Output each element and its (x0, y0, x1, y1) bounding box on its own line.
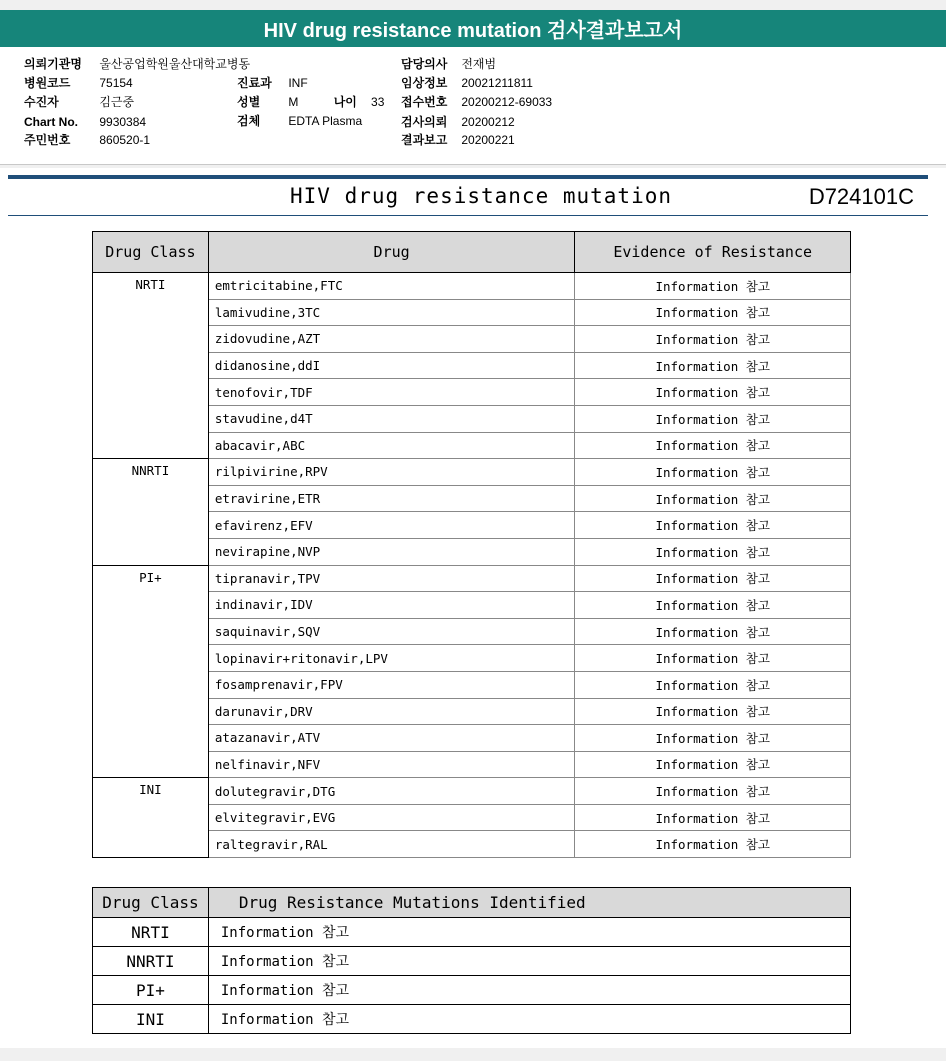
header-evidence: Evidence of Resistance (575, 232, 851, 273)
report-header-bar (0, 10, 946, 47)
table-row (93, 918, 851, 947)
drug-name-cell: indinavir,IDV (208, 592, 575, 619)
mutation-class-cell: NRTI (93, 918, 209, 947)
drug-name-cell: lopinavir+ritonavir,LPV (208, 645, 575, 672)
report-code: D724101C (808, 184, 914, 209)
table-row (93, 1005, 851, 1034)
mutation-class-cell: PI+ (93, 976, 209, 1005)
info-institution: 의뢰기관명 울산공업학원울산대학교병동 (24, 57, 251, 71)
info-sex: 성별 M 나이 33 (237, 95, 385, 109)
report-body (0, 168, 946, 1048)
drug-name-cell: efavirenz,EFV (208, 512, 575, 539)
evidence-cell: Information 참고 (575, 538, 851, 565)
drug-name-cell: emtricitabine,FTC (208, 273, 575, 300)
evidence-cell: Information 참고 (575, 379, 851, 406)
evidence-cell: Information 참고 (575, 299, 851, 326)
report-title: HIV drug resistance mutation (290, 184, 673, 208)
info-specimen: 검체 EDTA Plasma (237, 114, 363, 128)
drug-name-cell: lamivudine,3TC (208, 299, 575, 326)
header-drug: Drug (208, 232, 575, 273)
drug-name-cell: darunavir,DRV (208, 698, 575, 725)
drug-class-cell: PI+ (93, 565, 209, 778)
drug-class-cell: NRTI (93, 273, 209, 459)
table-row (93, 976, 851, 1005)
info-chart-no: Chart No. 9930384 (24, 115, 147, 129)
evidence-cell: Information 참고 (575, 698, 851, 725)
evidence-cell: Information 참고 (575, 831, 851, 858)
drug-name-cell: raltegravir,RAL (208, 831, 575, 858)
evidence-cell: Information 참고 (575, 326, 851, 353)
drug-class-cell: INI (93, 778, 209, 858)
evidence-cell: Information 참고 (575, 804, 851, 831)
drug-name-cell: dolutegravir,DTG (208, 778, 575, 805)
drug-name-cell: tenofovir,TDF (208, 379, 575, 406)
info-recipient: 수진자 김근중 (24, 95, 135, 109)
table-row (93, 778, 851, 805)
info-result-report: 결과보고 20200221 (401, 133, 515, 147)
drug-name-cell: nelfinavir,NFV (208, 751, 575, 778)
top-strip (0, 0, 946, 10)
drug-name-cell: nevirapine,NVP (208, 538, 575, 565)
drug-name-cell: rilpivirine,RPV (208, 459, 575, 486)
drug-name-cell: fosamprenavir,FPV (208, 671, 575, 698)
info-resident-no: 주민번호 860520-1 (24, 133, 151, 147)
drug-name-cell: elvitegravir,EVG (208, 804, 575, 831)
info-department: 진료과 INF (237, 76, 308, 90)
header-mutation-class: Drug Class (93, 888, 209, 918)
evidence-cell: Information 참고 (575, 352, 851, 379)
evidence-cell: Information 참고 (575, 671, 851, 698)
drug-name-cell: atazanavir,ATV (208, 725, 575, 752)
evidence-cell: Information 참고 (575, 751, 851, 778)
patient-info-panel (0, 47, 946, 165)
report-header-title: HIV drug resistance mutation 검사결과보고서 (263, 20, 683, 42)
drug-name-cell: didanosine,ddI (208, 352, 575, 379)
drug-class-cell: NNRTI (93, 459, 209, 565)
header-mutations: Drug Resistance Mutations Identified (208, 888, 850, 918)
drug-name-cell: etravirine,ETR (208, 485, 575, 512)
mutation-value-cell: Information 참고 (208, 918, 850, 947)
info-test-request: 검사의뢰 20200212 (401, 115, 515, 129)
mutation-header-row (93, 888, 851, 918)
drug-name-cell: stavudine,d4T (208, 405, 575, 432)
mutation-class-cell: NNRTI (93, 947, 209, 976)
evidence-cell: Information 참고 (575, 565, 851, 592)
evidence-cell: Information 참고 (575, 405, 851, 432)
mutation-value-cell: Information 참고 (208, 947, 850, 976)
drug-name-cell: zidovudine,AZT (208, 326, 575, 353)
report-bottom-rule (8, 215, 928, 216)
table-row (93, 459, 851, 486)
mutation-value-cell: Information 참고 (208, 976, 850, 1005)
mutation-table (92, 887, 851, 1034)
table-row (93, 273, 851, 300)
evidence-cell: Information 참고 (575, 592, 851, 619)
table-row (93, 947, 851, 976)
info-hospital-code: 병원코드 75154 (24, 76, 133, 90)
evidence-cell: Information 참고 (575, 618, 851, 645)
evidence-cell: Information 참고 (575, 459, 851, 486)
drug-name-cell: abacavir,ABC (208, 432, 575, 459)
evidence-cell: Information 참고 (575, 485, 851, 512)
drug-name-cell: tipranavir,TPV (208, 565, 575, 592)
drug-name-cell: saquinavir,SQV (208, 618, 575, 645)
evidence-cell: Information 참고 (575, 645, 851, 672)
table-row (93, 565, 851, 592)
resistance-table (92, 231, 851, 858)
resistance-header-row (93, 232, 851, 273)
mutation-class-cell: INI (93, 1005, 209, 1034)
info-doctor: 담당의사 전재범 (401, 57, 497, 71)
info-clinical: 임상정보 20021211811 (401, 76, 533, 90)
evidence-cell: Information 참고 (575, 273, 851, 300)
report-top-rule (8, 175, 928, 179)
evidence-cell: Information 참고 (575, 432, 851, 459)
evidence-cell: Information 참고 (575, 725, 851, 752)
header-drug-class: Drug Class (93, 232, 209, 273)
evidence-cell: Information 참고 (575, 512, 851, 539)
info-receipt-no: 접수번호 20200212-69033 (401, 95, 553, 109)
evidence-cell: Information 참고 (575, 778, 851, 805)
mutation-value-cell: Information 참고 (208, 1005, 850, 1034)
